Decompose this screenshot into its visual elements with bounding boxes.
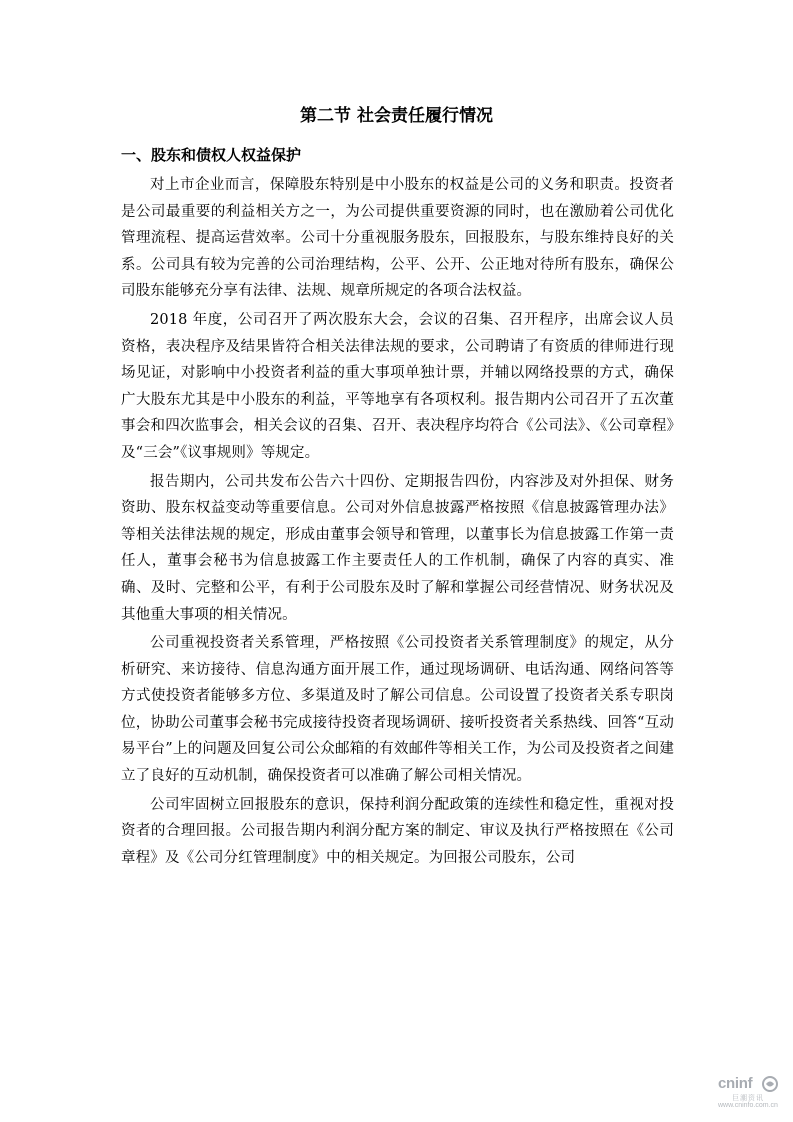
cninf-logo-icon [762,1076,778,1092]
cninf-watermark [718,1075,778,1111]
section-title: 第二节 社会责任履行情况 [300,106,493,126]
paragraph-5: 公司牢固树立回报股东的意识，保持利润分配政策的连续性和稳定性，重视对投资者的合理回报。公司报告期内利润分配方案的制定、审议及执行严格按照在《公司章程》及《公司分红管理制度》中的相关规定。为回报公司股东，公司 [121,796,674,866]
paragraph-1: 对上市企业而言，保障股东特别是中小股东的权益是公司的义务和职责。投资者是公司最重要的利益相关方之一，为公司提供重要资源的同时，也在激励着公司优化管理流程、提高运营效率。公司十分重视服务股东，回报股东，与股东维持良好的关系。公司具有较为完善的公司治理结构，公平、公开、公正地对待所有股东，确保公司股东能够充分享有法律、法规、规章所规定的各项合法权益。 [121,177,674,300]
watermark-url: www.cninfo.com.cn [718,1102,778,1109]
paragraph-4: 公司重视投资者关系管理，严格按照《公司投资者关系管理制度》的规定，从分析研究、来访接待、信息沟通方面开展工作，通过现场调研、电话沟通、网络问答等方式使投资者能够多方位、多渠道及时了解公司信息。公司设置了投资者关系专职岗位，协助公司董事会秘书完成接待投资者现场调研、接听投资者关系热线、回答“互动易平台”上的问题及回复公司公众邮箱的有效邮件等相关工作，为公司及投资者之间建立了良好的互动机制，确保投资者可以准确了解公司相关情况。 [121,635,674,785]
paragraph-3: 报告期内，公司共发布公告六十四份、定期报告四份，内容涉及对外担保、财务资助、股东权益变动等重要信息。公司对外信息披露严格按照《信息披露管理办法》等相关法律法规的规定，形成由董事会领导和管理，以董事长为信息披露工作第一责任人，董事会秘书为信息披露工作主要责任人的工作机制，确保了内容的真实、准确、及时、完整和公平，有利于公司股东及时了解和掌握公司经营情况、财务状况及其他重大事项的相关情况。 [121,473,674,623]
watermark-brand: cninf [718,1075,753,1092]
watermark-chinese: 巨潮资讯 [732,1094,764,1102]
paragraph-2: 2018 年度，公司召开了两次股东大会，会议的召集、召开程序，出席会议人员资格，表决程序及结果皆符合相关法律法规的要求，公司聘请了有资质的律师进行现场见证，对影响中小投资者利益的重大事项单独计票，并辅以网络投票的方式，确保广大股东尤其是中小股东的利益，平等地享有各项权利。报告期内公司召开了五次董事会和四次监事会，相关会议的召集、召开、表决程序均符合《公司法》、《公司章程》及“三会”《议事规则》等规定。 [121,311,674,461]
document-body [121,172,674,873]
section-heading: 一、股东和债权人权益保护 [121,146,302,164]
